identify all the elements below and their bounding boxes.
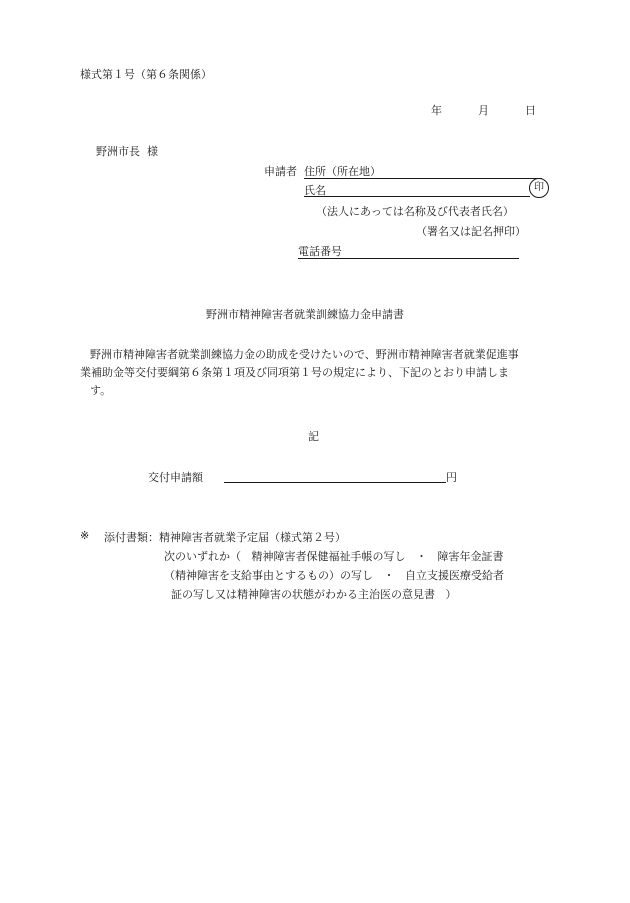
amount-unit: 円 bbox=[446, 471, 457, 484]
amount-label: 交付申請額 bbox=[148, 471, 203, 484]
seal-mark: 印 bbox=[529, 178, 549, 198]
attachment-mark: ※ bbox=[80, 529, 90, 542]
body-line-1: 野洲市精神障害者就業訓練協力金の助成を受けたいので、野洲市精神障害者就業促進事 bbox=[90, 348, 519, 361]
applicant-label: 申請者 bbox=[264, 165, 297, 178]
name-line bbox=[304, 196, 530, 197]
phone-line bbox=[298, 258, 519, 259]
body-line-3: す。 bbox=[90, 384, 112, 397]
date-month: 月 bbox=[478, 104, 489, 117]
corporate-note: （法人にあっては名称及び代表者氏名） bbox=[316, 205, 514, 218]
address-label: 住所（所在地） bbox=[304, 165, 381, 178]
amount-line bbox=[224, 482, 446, 483]
name-label: 氏名 bbox=[304, 184, 326, 197]
date-day: 日 bbox=[525, 104, 536, 117]
address-line bbox=[304, 178, 542, 179]
attachment-line-3: 証の写し又は精神障害の状態がわかる主治医の意見書 ） bbox=[171, 588, 457, 601]
addressee: 野洲市長 様 bbox=[96, 145, 158, 158]
attachment-line-2: （精神障害を支給事由とするもの）の写し ・ 自立支援医療受給者 bbox=[164, 569, 504, 582]
attachment-label: 添付書類：精神障害者就業予定届（様式第２号） bbox=[104, 531, 346, 544]
document-title: 野洲市精神障害者就業訓練協力金申請書 bbox=[206, 308, 404, 321]
signature-note: （署名又は記名押印） bbox=[416, 225, 526, 238]
form-number: 様式第１号（第６条関係） bbox=[80, 68, 212, 81]
body-line-2: 業補助金等交付要綱第６条第１項及び同項第１号の規定により、下記のとおり申請しま bbox=[80, 366, 509, 379]
phone-label: 電話番号 bbox=[298, 245, 342, 258]
ki-heading: 記 bbox=[308, 430, 319, 443]
date-year: 年 bbox=[431, 104, 442, 117]
attachment-line-1: 次のいずれか（ 精神障害者保健福祉手帳の写し ・ 障害年金証書 bbox=[164, 550, 504, 563]
body-paragraph bbox=[80, 346, 560, 400]
